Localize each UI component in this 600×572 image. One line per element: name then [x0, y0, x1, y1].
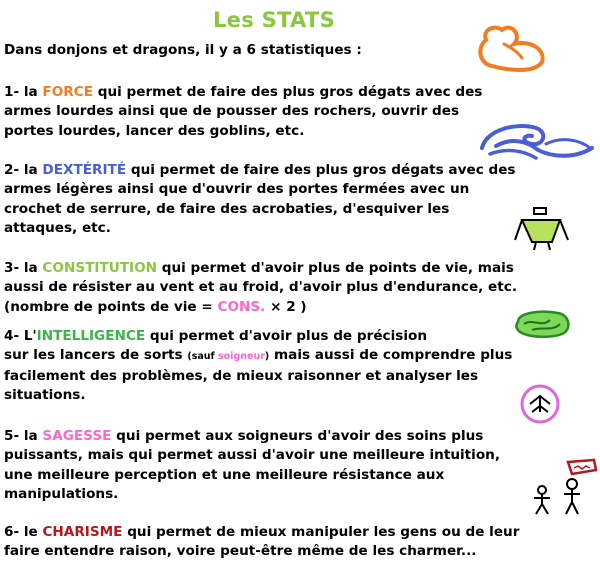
- stat-dexterite: [4, 161, 516, 239]
- intro-text: Dans donjons et dragons, il y a 6 statistiques :: [4, 42, 362, 58]
- line-prefix: 2- la: [4, 162, 43, 178]
- force-bicep-icon: [472, 18, 552, 76]
- keyword-sagesse: SAGESSE: [42, 428, 112, 444]
- dexterity-hand-icon: [476, 118, 598, 164]
- line-suffix: qui permet de faire des plus gros dégats avec des: [126, 162, 516, 178]
- stat-line: [4, 327, 512, 346]
- line-prefix: 6- le: [4, 524, 43, 540]
- keyword-intelligence: INTELLIGENCE: [36, 328, 146, 344]
- keyword-cons: CONS.: [217, 298, 266, 315]
- line-prefix: 4- L': [4, 328, 37, 344]
- page-title: Les STATS: [212, 8, 336, 32]
- line-prefix: 5- la: [4, 428, 43, 444]
- line-suffix: mais aussi de comprendre plus: [269, 347, 513, 364]
- stat-line: manipulations.: [4, 486, 119, 503]
- stat-force: [4, 83, 482, 141]
- stat-line: puissants, mais qui permet aussi d'avoir une meilleure intuition,: [4, 447, 500, 464]
- stat-line: attaques, etc.: [4, 220, 111, 237]
- stat-intelligence: [4, 327, 512, 406]
- stat-line: faire entendre raison, voire peut-être même de les charmer...: [4, 543, 477, 560]
- stat-line: [4, 427, 500, 446]
- stat-line: facilement des problèmes, de mieux raisonner et analyser les: [4, 367, 479, 384]
- line-prefix: 3- la: [4, 260, 43, 276]
- wisdom-eye-icon: [518, 382, 562, 426]
- line-suffix: qui permet de faire des plus gros dégats avec des: [92, 84, 483, 100]
- constitution-body-icon: [512, 206, 572, 252]
- stat-line: une meilleure perception et une meilleure résistance aux: [4, 466, 445, 483]
- keyword-dexterite: DEXTÉRITÉ: [42, 162, 127, 178]
- stat-line: [4, 346, 512, 366]
- line-prefix: sur les lancers de sorts: [4, 347, 188, 364]
- stat-line: [4, 523, 519, 542]
- note-prefix: (sauf: [187, 351, 218, 363]
- stat-line: crochet de serrure, de faire des acrobaties, d'esquiver les: [4, 200, 450, 217]
- line-prefix: (nombre de points de vie =: [4, 298, 218, 315]
- stat-charisme: [4, 523, 519, 562]
- stat-line: portes lourdes, lancer des goblins, etc.: [4, 122, 305, 139]
- stat-line: aussi de résister au vent et au froid, d'avoir plus d'endurance, etc.: [4, 279, 517, 296]
- note-suffix: ): [264, 351, 270, 363]
- keyword-soigneur: soigneur: [218, 351, 265, 363]
- stat-line: armes légères ainsi que d'ouvrir des portes fermées avec un: [4, 181, 470, 198]
- charisma-speech-icon: [526, 456, 600, 516]
- intelligence-brain-icon: [512, 308, 574, 340]
- line-suffix: qui permet d'avoir plus de points de vie, mais: [157, 260, 514, 276]
- line-prefix: 1- la: [4, 84, 43, 100]
- stat-line: [4, 161, 516, 180]
- stat-sagesse: [4, 427, 500, 505]
- note-small: [187, 351, 269, 362]
- stat-line: [4, 259, 517, 278]
- stat-line: [4, 83, 482, 102]
- stat-line: situations.: [4, 387, 86, 404]
- keyword-constitution: CONSTITUTION: [42, 260, 158, 276]
- keyword-charisme: CHARISME: [42, 524, 123, 540]
- line-suffix: qui permet d'avoir plus de précision: [145, 328, 428, 344]
- line-suffix: × 2 ): [265, 298, 307, 315]
- stat-constitution: [4, 259, 517, 317]
- stat-line: [4, 298, 517, 317]
- line-suffix: qui permet de mieux manipuler les gens ou de leur: [122, 524, 520, 540]
- stat-line: armes lourdes ainsi que de pousser des rochers, ouvrir des: [4, 103, 460, 120]
- line-suffix: qui permet aux soigneurs d'avoir des soins plus: [111, 428, 484, 444]
- keyword-force: FORCE: [42, 84, 93, 100]
